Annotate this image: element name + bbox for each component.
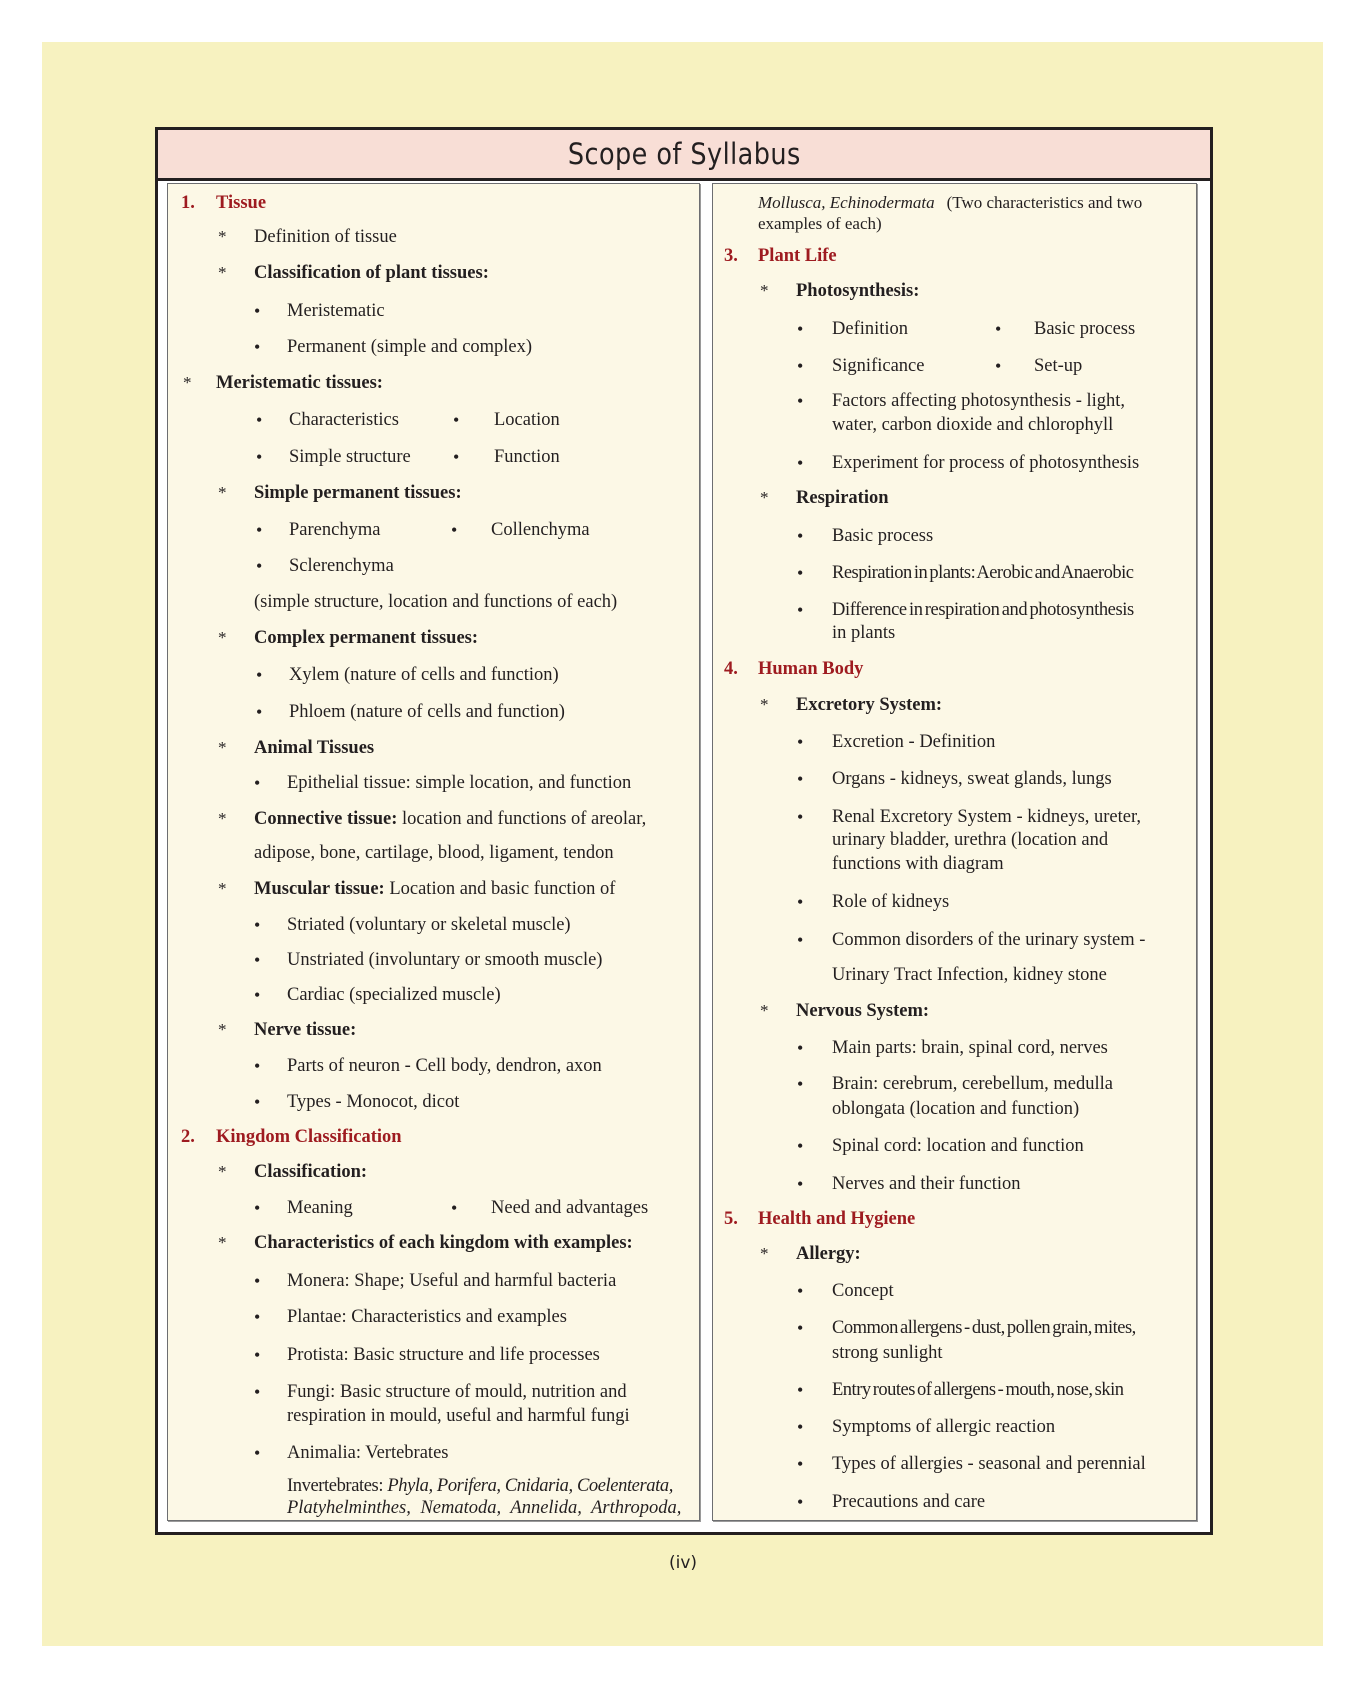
- bullet-marker: •: [797, 319, 804, 339]
- list-item: Collenchyma: [491, 520, 590, 540]
- topic-heading: Animal Tissues: [254, 738, 375, 758]
- bullet-marker: •: [254, 1092, 261, 1112]
- list-item: Fungi: Basic structure of mould, nutrition and: [287, 1382, 627, 1402]
- list-item-continued: [287, 1475, 673, 1497]
- list-item-continued: Urinary Tract Infection, kidney stone: [832, 965, 1107, 985]
- list-item: Epithelial tissue: simple location, and function: [287, 773, 632, 793]
- bullet-marker: •: [256, 702, 263, 722]
- bullet-marker: •: [797, 1136, 804, 1156]
- section-number: 3.: [724, 246, 738, 266]
- section-heading-tissue: Tissue: [216, 193, 267, 213]
- list-item: Symptoms of allergic reaction: [832, 1417, 1056, 1437]
- section-number: 5.: [724, 1209, 738, 1229]
- bullet-marker: •: [256, 520, 263, 540]
- list-item: Common disorders of the urinary system -: [832, 930, 1146, 950]
- topic-heading: Allergy:: [796, 1244, 861, 1264]
- bullet-marker: •: [254, 1382, 261, 1402]
- bullet-marker: •: [254, 1345, 261, 1365]
- phyla-list: Phyla, Porifera, Cnidaria, Coelenterata,: [387, 1476, 673, 1496]
- topic-heading: Complex permanent tissues:: [254, 628, 479, 648]
- list-item-continued: functions with diagram: [832, 854, 1004, 874]
- bullet-marker: •: [797, 892, 804, 912]
- bullet-marker: •: [256, 556, 263, 576]
- topic-item: [254, 878, 615, 900]
- topic-heading: Photosynthesis:: [796, 281, 920, 301]
- list-item: Plantae: Characteristics and examples: [287, 1307, 567, 1327]
- bullet-marker: •: [797, 1492, 804, 1512]
- list-item-continued: in plants: [832, 623, 896, 643]
- list-item: Experiment for process of photosynthesis: [832, 453, 1140, 473]
- bullet-marker: •: [254, 301, 261, 321]
- list-item: Nerves and their function: [832, 1174, 1021, 1194]
- bullet-marker: •: [797, 1038, 804, 1058]
- topic-item: [254, 808, 646, 830]
- asterisk-marker: *: [760, 1001, 769, 1020]
- bullet-marker: •: [797, 930, 804, 950]
- list-item: Respiration in plants: Aerobic and Anaerobic: [832, 563, 1134, 583]
- bullet-marker: •: [797, 1417, 804, 1437]
- bullet-marker: •: [254, 337, 261, 357]
- list-item: Difference in respiration and photosynthesis: [832, 600, 1134, 620]
- list-item-continued: respiration in mould, useful and harmful fungi: [287, 1406, 630, 1426]
- topic-heading: Muscular tissue:: [254, 879, 385, 899]
- note-text: (simple structure, location and functions of each): [254, 592, 618, 612]
- list-item: Permanent (simple and complex): [287, 337, 533, 357]
- bullet-marker: •: [254, 1271, 261, 1291]
- bullet-marker: •: [797, 732, 804, 752]
- bullet-marker: •: [256, 447, 263, 467]
- section-heading-health-and-hygiene: Health and Hygiene: [758, 1209, 916, 1229]
- title-bar: [158, 130, 1210, 181]
- section-heading-kingdom-classification: Kingdom Classification: [216, 1127, 402, 1147]
- bullet-marker: •: [797, 1454, 804, 1474]
- topic-heading: Nervous System:: [796, 1001, 930, 1021]
- asterisk-marker: *: [218, 628, 227, 647]
- bullet-marker: •: [254, 1056, 261, 1076]
- topic-heading: Meristematic tissues:: [216, 373, 383, 393]
- bullet-marker: •: [797, 807, 804, 827]
- list-item: Monera: Shape; Useful and harmful bacteria: [287, 1271, 617, 1291]
- asterisk-marker: *: [218, 809, 227, 828]
- bullet-marker: •: [797, 1380, 804, 1400]
- note-text: examples of each): [758, 214, 882, 233]
- bullet-marker: •: [797, 453, 804, 473]
- topic-heading: Characteristics of each kingdom with examples:: [254, 1233, 633, 1253]
- list-item: Unstriated (involuntary or smooth muscle): [287, 950, 603, 970]
- page-number: (iv): [668, 1553, 698, 1573]
- asterisk-marker: *: [218, 263, 227, 282]
- topic-heading: Connective tissue:: [254, 809, 398, 829]
- section-heading-human-body: Human Body: [758, 659, 864, 679]
- invertebrates-label: Invertebrates:: [287, 1476, 388, 1496]
- bullet-marker: •: [797, 391, 804, 411]
- topic-description: Location and basic function of: [384, 879, 616, 899]
- list-item-continued: water, carbon dioxide and chlorophyll: [832, 415, 1114, 435]
- bullet-marker: •: [797, 1174, 804, 1194]
- list-item: Basic process: [832, 526, 934, 546]
- asterisk-marker: *: [218, 1020, 227, 1039]
- list-item: Common allergens - dust, pollen grain, mites,: [832, 1318, 1136, 1338]
- asterisk-marker: *: [218, 738, 227, 757]
- list-item: Basic process: [1034, 319, 1136, 339]
- list-item: Parenchyma: [289, 520, 381, 540]
- bullet-marker: •: [451, 520, 458, 540]
- list-item-continued: oblongata (location and function): [832, 1099, 1080, 1119]
- list-item: Need and advantages: [491, 1198, 649, 1218]
- list-item: Spinal cord: location and function: [832, 1136, 1084, 1156]
- bullet-marker: •: [995, 356, 1002, 376]
- list-item: Characteristics: [289, 410, 399, 430]
- topic-heading: Respiration: [796, 488, 889, 508]
- list-item: Renal Excretory System - kidneys, ureter,: [832, 807, 1142, 827]
- bullet-marker: •: [797, 769, 804, 789]
- bullet-marker: •: [797, 563, 804, 583]
- list-item: Function: [494, 447, 560, 467]
- note-text: (Two characteristics and two: [946, 193, 1143, 212]
- bullet-marker: •: [797, 526, 804, 546]
- bullet-marker: •: [256, 410, 263, 430]
- list-item: Meaning: [287, 1198, 353, 1218]
- topic-heading: Simple permanent tissues:: [254, 483, 462, 503]
- bullet-marker: •: [453, 447, 460, 467]
- phyla-list-continued: Mollusca, Echinodermata: [758, 193, 935, 212]
- bullet-marker: •: [453, 410, 460, 430]
- list-item: Sclerenchyma: [289, 556, 394, 576]
- topic-description: adipose, bone, cartilage, blood, ligament, tendon: [254, 843, 614, 863]
- list-item: Simple structure: [289, 447, 411, 467]
- bullet-marker: •: [797, 1318, 804, 1338]
- asterisk-marker: *: [760, 695, 769, 714]
- section-number: 2.: [181, 1127, 195, 1147]
- bullet-marker: •: [254, 985, 261, 1005]
- bullet-marker: •: [451, 1198, 458, 1218]
- page-title: Scope of Syllabus: [567, 137, 801, 171]
- bullet-marker: •: [797, 600, 804, 620]
- list-item: Main parts: brain, spinal cord, nerves: [832, 1038, 1108, 1058]
- list-item: Definition: [832, 319, 909, 339]
- list-item: Set-up: [1034, 356, 1083, 376]
- topic-heading: Excretory System:: [796, 695, 943, 715]
- phyla-list-continued: Platyhelminthes, Nematoda, Annelida, Arthropoda,: [287, 1498, 682, 1518]
- bullet-marker: •: [797, 1281, 804, 1301]
- asterisk-marker: *: [218, 1162, 227, 1181]
- topic-heading: Nerve tissue:: [254, 1020, 357, 1040]
- list-item: Cardiac (specialized muscle): [287, 985, 501, 1005]
- bullet-marker: •: [254, 950, 261, 970]
- bullet-marker: •: [254, 915, 261, 935]
- list-item: Precautions and care: [832, 1492, 986, 1512]
- bullet-marker: •: [254, 1443, 261, 1463]
- list-item: Striated (voluntary or skeletal muscle): [287, 915, 571, 935]
- asterisk-marker: *: [760, 1244, 769, 1263]
- list-item: Factors affecting photosynthesis - light,: [832, 391, 1126, 411]
- list-item: Organs - kidneys, sweat glands, lungs: [832, 769, 1112, 789]
- list-item: Protista: Basic structure and life processes: [287, 1345, 600, 1365]
- section-heading-plant-life: Plant Life: [758, 246, 837, 266]
- asterisk-marker: *: [218, 227, 227, 246]
- list-item: Xylem (nature of cells and function): [289, 665, 559, 685]
- list-item: Animalia: Vertebrates: [287, 1443, 449, 1463]
- list-item: Significance: [832, 356, 925, 376]
- topic-heading: Classification:: [254, 1162, 368, 1182]
- topic-item: Definition of tissue: [254, 227, 397, 247]
- asterisk-marker: *: [760, 488, 769, 507]
- list-item: Brain: cerebrum, cerebellum, medulla: [832, 1074, 1113, 1094]
- bullet-marker: •: [254, 773, 261, 793]
- topic-description: location and functions of areolar,: [397, 809, 647, 829]
- asterisk-marker: *: [218, 879, 227, 898]
- bullet-marker: •: [256, 665, 263, 685]
- bullet-marker: •: [254, 1198, 261, 1218]
- asterisk-marker: *: [760, 281, 769, 300]
- asterisk-marker: *: [218, 1233, 227, 1252]
- list-item: Role of kidneys: [832, 892, 950, 912]
- list-item-continued: strong sunlight: [832, 1343, 943, 1363]
- bullet-marker: •: [797, 1074, 804, 1094]
- asterisk-marker: *: [218, 483, 227, 502]
- bullet-marker: •: [797, 356, 804, 376]
- list-item: Excretion - Definition: [832, 732, 996, 752]
- list-item: Location: [494, 410, 560, 430]
- bullet-marker: •: [254, 1307, 261, 1327]
- list-item: Entry routes of allergens - mouth, nose, skin: [832, 1380, 1124, 1400]
- list-item: Types - Monocot, dicot: [287, 1092, 460, 1112]
- asterisk-marker: *: [183, 373, 192, 392]
- list-item: Parts of neuron - Cell body, dendron, axon: [287, 1056, 602, 1076]
- section-number: 4.: [724, 659, 738, 679]
- list-item: Phloem (nature of cells and function): [289, 702, 565, 722]
- list-item: Meristematic: [287, 301, 385, 321]
- section-number: 1.: [181, 193, 195, 213]
- list-item: Concept: [832, 1281, 894, 1301]
- list-item: Types of allergies - seasonal and perennial: [832, 1454, 1146, 1474]
- list-item-continued: urinary bladder, urethra (location and: [832, 830, 1109, 850]
- continued-text: [758, 192, 1142, 214]
- topic-heading: Classification of plant tissues:: [254, 263, 489, 283]
- bullet-marker: •: [995, 319, 1002, 339]
